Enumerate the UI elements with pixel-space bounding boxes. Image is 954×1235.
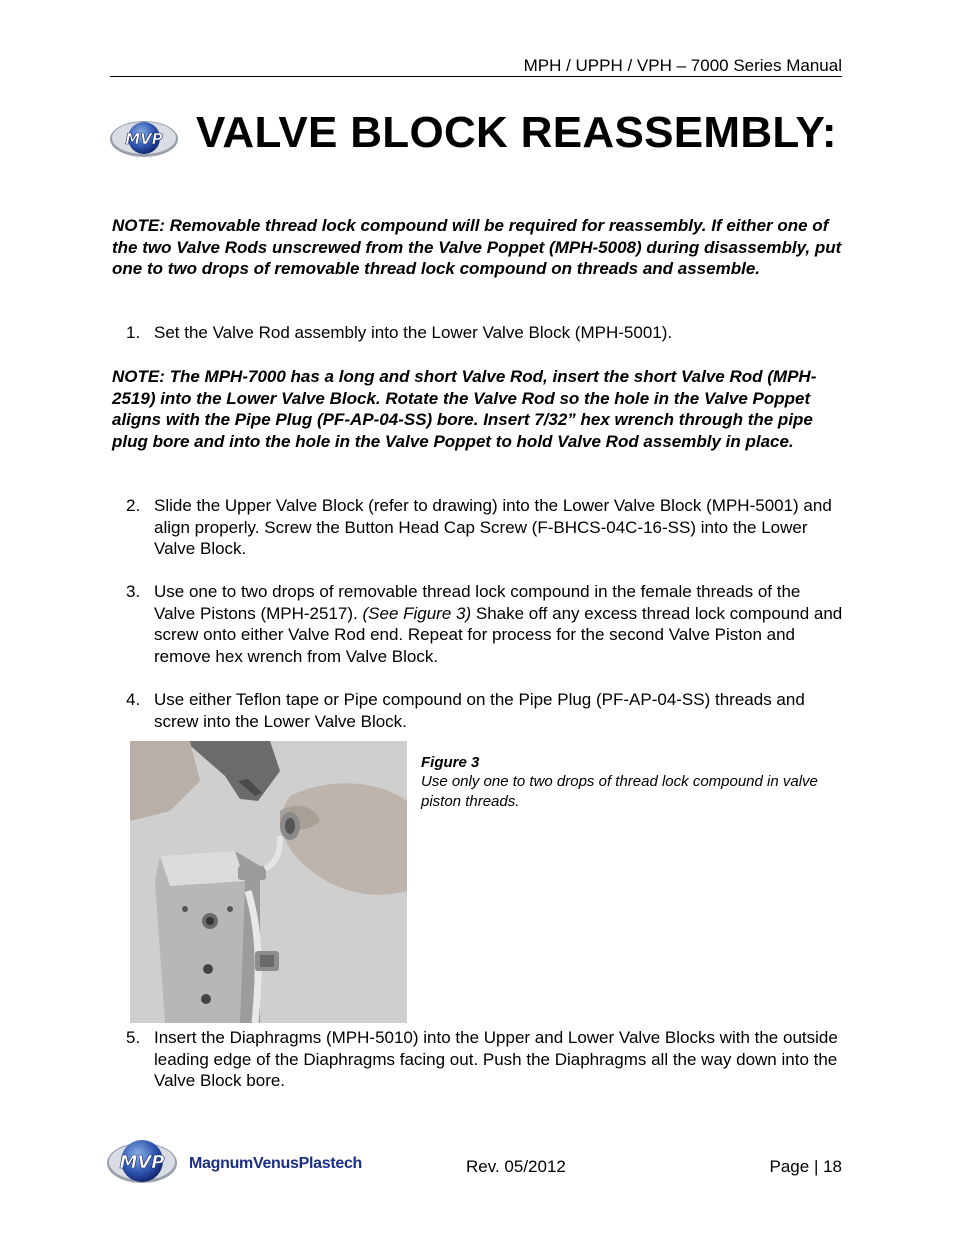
page-title: VALVE BLOCK REASSEMBLY:: [196, 108, 837, 157]
step-3: [112, 581, 844, 667]
step-text: Set the Valve Rod assembly into the Lower Valve Block (MPH-5001).: [154, 323, 673, 342]
mvp-logo-icon: [106, 115, 182, 161]
step-text-part: Use one to two drops of removable thread lock compound in the female threads of the Valve Pistons (MPH-2517).: [154, 582, 801, 623]
step-number: 4.: [126, 690, 141, 709]
figure-3-photo: [130, 741, 407, 1023]
step-4: [112, 689, 844, 732]
step-number: 5.: [126, 1028, 141, 1047]
step-text-part: Shake off any excess thread lock compound and screw onto either Valve Rod end. Repeat for process for the second Valve Piston and remove hex wrench from Valve Block.: [154, 603, 843, 666]
step-number: 3.: [126, 582, 141, 601]
step-text: Use either Teflon tape or Pipe compound on the Pipe Plug (PF-AP-04-SS) threads and screw into the Lower Valve Block.: [154, 690, 805, 731]
note-thread-lock: NOTE: Removable thread lock compound will be required for reassembly. If either one of the two Valve Rods unscrewed from the Valve Poppet (MPH-5008) during disassembly, put one to two drops of removable thread lock compound on threads and assemble.: [112, 216, 842, 279]
header-divider: [110, 76, 842, 77]
step-2: [112, 495, 844, 560]
step-text: [154, 581, 844, 667]
footer-revision: Rev. 05/2012: [466, 1157, 566, 1176]
step-number: 2.: [126, 496, 141, 515]
footer-company-name: MagnumVenusPlastech: [189, 1155, 363, 1172]
footer-page-number: Page | 18: [769, 1157, 842, 1176]
step-text: Slide the Upper Valve Block (refer to drawing) into the Lower Valve Block (MPH-5001) and align properly. Screw the Button Head Cap Screw (F-BHCS-04C-16-SS) into the Lower Valve Block.: [154, 496, 832, 559]
figure-reference: (See Figure 3): [362, 603, 472, 623]
note-valve-rod: NOTE: The MPH-7000 has a long and short Valve Rod, insert the short Valve Rod (MPH-2519) into the Lower Valve Block. Rotate the Valve Rod so the hole in the Valve Poppet aligns with the Pipe Plug (PF-AP-04-SS) bore. Insert 7/32” hex wrench through the pipe plug bore and into the hole in the Valve Poppet to hold Valve Rod assembly in place.: [112, 367, 817, 451]
figure-caption-title: Figure 3: [421, 754, 480, 771]
step-number: 1.: [126, 323, 141, 342]
step-1: [112, 322, 844, 344]
step-text: Insert the Diaphragms (MPH-5010) into the Upper and Lower Valve Blocks with the outside leading edge of the Diaphragms facing out. Push the Diaphragms all the way down into the Valve Block bore.: [154, 1028, 838, 1091]
figure-caption-text: Use only one to two drops of thread lock compound in valve piston threads.: [421, 773, 818, 810]
footer-logo-text: MVP: [119, 1152, 165, 1173]
logo-text: MVP: [125, 130, 163, 148]
step-5: [112, 1027, 844, 1092]
header-title: MPH / UPPH / VPH – 7000 Series Manual: [523, 56, 842, 75]
footer-mvp-logo-icon: [104, 1131, 180, 1191]
